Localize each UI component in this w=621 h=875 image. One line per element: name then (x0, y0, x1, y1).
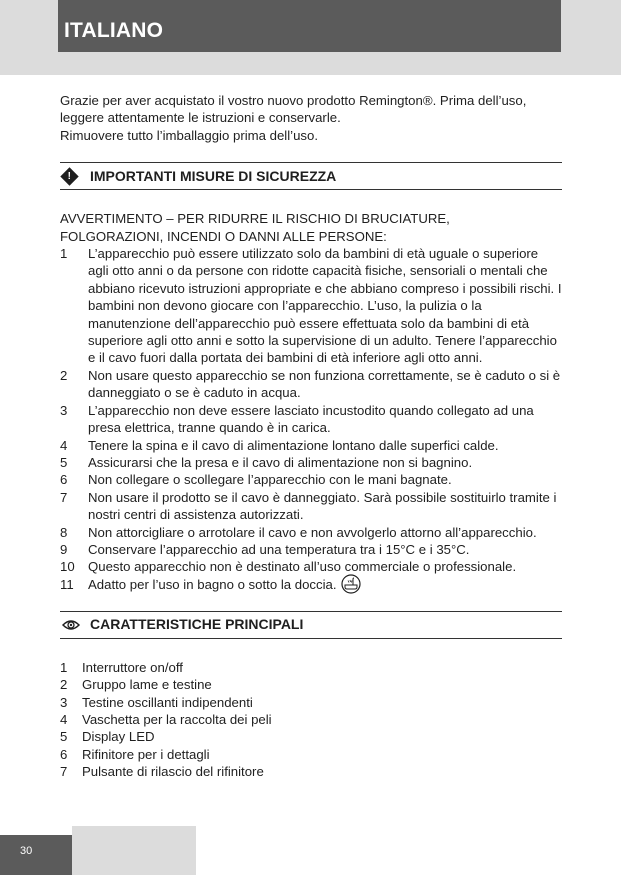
list-item: 10 Questo apparecchio non è destinato all’uso commerciale o professionale. (60, 559, 517, 575)
list-item: 9 Conservare l’apparecchio ad una temperatura tra i 15°C e i 35°C. (60, 541, 470, 557)
list-item: 3 Testine oscillanti indipendenti (60, 694, 253, 710)
features-section-heading (60, 611, 562, 639)
language-tab: ITALIANO (58, 0, 561, 52)
shower-bath-icon (341, 574, 361, 594)
warning-statement: AVVERTIMENTO – PER RIDURRE IL RISCHIO DI BRUCIATURE, FOLGORAZIONI, INCENDI O DANNI ALLE PERSONE: (60, 211, 450, 244)
eye-icon (62, 618, 80, 632)
page-number: 30 (0, 835, 72, 875)
list-item: 11 Adatto per l’uso in bagno o sotto la doccia. (60, 576, 562, 594)
list-item: 8 Non attorcigliare o arrotolare il cavo e non avvolgerlo attorno all’apparecchio. (60, 524, 537, 540)
list-item: 7 Pulsante di rilascio del rifinitore (60, 764, 264, 780)
list-item: 5 Assicurarsi che la presa e il cavo di alimentazione non si bagnino. (60, 454, 473, 470)
intro-line: Rimuovere tutto l’imballaggio prima dell’uso. (60, 127, 319, 143)
list-item: 2 Non usare questo apparecchio se non funziona correttamente, se è caduto o si è danneggiato o se è caduto in acqua. (60, 367, 561, 401)
safety-section-heading (60, 162, 562, 190)
list-item: 2 Gruppo lame e testine (60, 677, 212, 693)
intro-line: Grazie per aver acquistato il vostro nuovo prodotto Remington®. Prima dell’uso, (60, 93, 527, 108)
list-item: 1 L’apparecchio può essere utilizzato solo da bambini di età uguale o superiore agli otto anni o da persone con ridotte capacità fisiche, sensoriali o mentali che abbiano ricevuto istruzioni appropriate e che abbiano compreso i possibili rischi. I bambini non devono giocare con l’apparecchio. L’uso, la pulizia o la manutenzione dell’apparecchio può essere effettuata solo da bambini di età superiore agli otto anni e sotto la supervisione di un adulto. Tenere l’apparecchio e il cavo fuori dalla portata dei bambini di età inferiore agli otto anni. (60, 246, 562, 366)
features-section-title: CARATTERISTICHE PRINCIPALI (90, 616, 304, 633)
footer-band (72, 826, 196, 875)
list-item: 4 Tenere la spina e il cavo di alimentazione lontano dalle superfici calde. (60, 437, 499, 453)
warning-icon: ! (60, 167, 78, 185)
list-item: 1 Interruttore on/off (60, 659, 183, 675)
list-item: 3 L’apparecchio non deve essere lasciato incustodito quando collegato ad una presa elettrica, tranne quando è in carica. (60, 402, 534, 436)
list-item: 6 Non collegare o scollegare l’apparecchio con le mani bagnate. (60, 472, 452, 488)
list-item: 4 Vaschetta per la raccolta dei peli (60, 711, 272, 727)
intro-text (60, 92, 562, 144)
list-item: 5 Display LED (60, 729, 155, 745)
features-list (60, 659, 562, 781)
page-content (60, 92, 562, 781)
safety-list (60, 245, 562, 594)
safety-section-title: IMPORTANTI MISURE DI SICUREZZA (90, 167, 337, 184)
intro-line: leggere attentamente le istruzioni e conservarle. (60, 110, 341, 126)
list-item: 7 Non usare il prodotto se il cavo è danneggiato. Sarà possibile sostituirlo tramite i nostri centri di assistenza autorizzati. (60, 489, 557, 523)
list-item: 6 Rifinitore per i dettagli (60, 746, 210, 762)
